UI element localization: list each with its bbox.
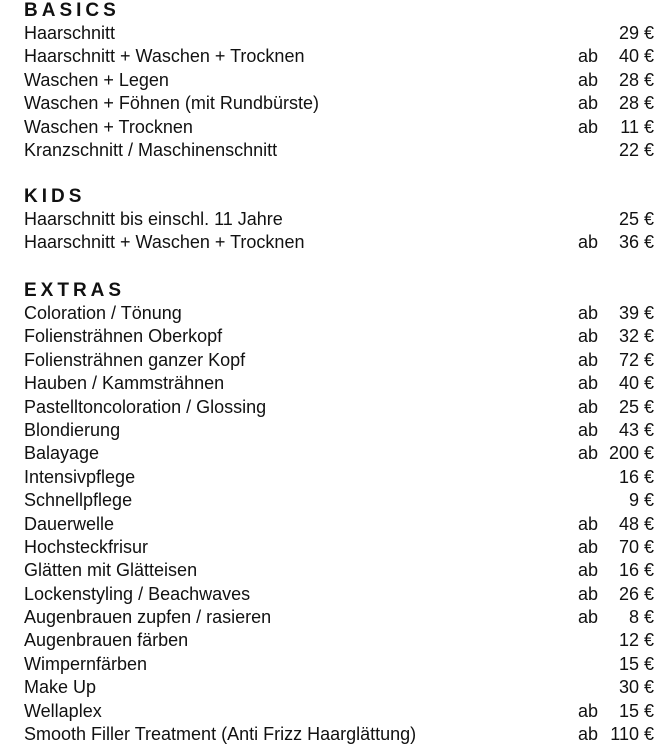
service-price: 32 € xyxy=(618,326,654,347)
service-name: Haarschnitt xyxy=(24,23,116,43)
service-price: 26 € xyxy=(618,583,654,604)
service-price: 30 € xyxy=(618,677,654,698)
price-row xyxy=(24,325,654,348)
service-name: Blondierung xyxy=(24,419,121,440)
service-name: Wimpernfärben xyxy=(24,653,148,674)
price-row xyxy=(24,349,654,372)
price-row xyxy=(24,466,654,489)
service-price: 9 € xyxy=(628,490,654,511)
service-price: 36 € xyxy=(618,232,654,253)
service-name: Augenbrauen färben xyxy=(24,630,189,651)
service-price: 200 € xyxy=(608,443,654,464)
price-row xyxy=(24,676,654,699)
price-row xyxy=(24,396,654,419)
price-prefix: ab xyxy=(577,536,598,557)
kids-list xyxy=(24,208,654,255)
price-prefix: ab xyxy=(577,419,598,440)
service-name: Hochsteckfrisur xyxy=(24,536,149,557)
price-prefix: ab xyxy=(577,700,598,721)
price-row xyxy=(24,700,654,723)
section-heading-extras: EXTRAS xyxy=(24,280,126,301)
price-row xyxy=(24,559,654,582)
price-prefix: ab xyxy=(577,46,598,67)
price-row xyxy=(24,513,654,536)
price-prefix: ab xyxy=(577,326,598,347)
price-row xyxy=(24,419,654,442)
service-price: 8 € xyxy=(628,607,654,628)
price-prefix: ab xyxy=(577,69,598,90)
service-name: Make Up xyxy=(24,677,97,698)
service-price: 25 € xyxy=(618,396,654,417)
price-prefix: ab xyxy=(577,513,598,534)
price-prefix: ab xyxy=(577,232,598,253)
service-price: 11 € xyxy=(620,116,654,137)
section-heading-basics: BASICS xyxy=(24,0,120,21)
service-name: Glätten mit Glätteisen xyxy=(24,560,198,581)
service-price: 15 € xyxy=(618,700,654,721)
service-name: Schnellpflege xyxy=(24,490,133,511)
service-price: 40 € xyxy=(618,373,654,394)
price-row xyxy=(24,536,654,559)
service-price: 12 € xyxy=(618,630,654,651)
service-name: Hauben / Kammsträhnen xyxy=(24,373,225,394)
service-name: Wellaplex xyxy=(24,700,102,721)
service-name: Waschen + Föhnen (mit Rundbürste) xyxy=(24,93,319,114)
service-name: Foliensträhnen ganzer Kopf xyxy=(24,349,246,370)
price-row xyxy=(24,489,654,512)
price-prefix: ab xyxy=(577,93,598,114)
service-name: Haarschnitt + Waschen + Trocknen xyxy=(24,46,305,67)
price-prefix: ab xyxy=(577,396,598,417)
service-price: 70 € xyxy=(618,536,654,557)
price-row xyxy=(24,606,654,629)
price-prefix: ab xyxy=(577,303,598,323)
service-price: 72 € xyxy=(618,349,654,370)
service-name: Haarschnitt + Waschen + Trocknen xyxy=(24,232,305,253)
service-name: Kranzschnitt / Maschinenschnitt xyxy=(24,139,278,160)
price-row xyxy=(24,629,654,652)
service-price: 48 € xyxy=(618,513,654,534)
price-row xyxy=(24,302,654,325)
service-name: Intensivpflege xyxy=(24,466,136,487)
service-price: 28 € xyxy=(618,69,654,90)
service-price: 39 € xyxy=(618,303,654,323)
price-prefix: ab xyxy=(577,443,598,464)
price-row xyxy=(24,583,654,606)
section-extras xyxy=(24,280,654,746)
service-name: Coloration / Tönung xyxy=(24,303,182,323)
price-row xyxy=(24,208,654,231)
price-row xyxy=(24,442,654,465)
service-name: Smooth Filler Treatment (Anti Frizz Haarglättung) xyxy=(24,724,417,745)
service-name: Augenbrauen zupfen / rasieren xyxy=(24,607,272,628)
service-price: 28 € xyxy=(618,93,654,114)
price-row xyxy=(24,653,654,676)
extras-list xyxy=(24,302,654,746)
price-prefix: ab xyxy=(577,373,598,394)
service-price: 16 € xyxy=(618,560,654,581)
price-row xyxy=(24,116,654,139)
service-name: Waschen + Legen xyxy=(24,69,169,90)
price-row xyxy=(24,723,654,746)
service-price: 40 € xyxy=(618,46,654,67)
price-row xyxy=(24,139,654,162)
service-name: Waschen + Trocknen xyxy=(24,116,193,137)
service-price: 29 € xyxy=(618,23,654,43)
price-prefix: ab xyxy=(577,349,598,370)
price-prefix: ab xyxy=(577,560,598,581)
price-prefix: ab xyxy=(577,607,598,628)
section-basics xyxy=(24,0,654,162)
price-row xyxy=(24,92,654,115)
price-row xyxy=(24,372,654,395)
service-price: 43 € xyxy=(618,419,654,440)
service-price: 15 € xyxy=(618,653,654,674)
service-price: 25 € xyxy=(618,209,654,229)
price-prefix: ab xyxy=(577,583,598,604)
service-name: Haarschnitt bis einschl. 11 Jahre xyxy=(24,209,283,229)
price-row xyxy=(24,22,654,45)
price-row xyxy=(24,45,654,68)
service-name: Balayage xyxy=(24,443,100,464)
price-row xyxy=(24,231,654,254)
service-price: 22 € xyxy=(618,139,654,160)
price-row xyxy=(24,69,654,92)
service-price: 16 € xyxy=(618,466,654,487)
service-name: Lockenstyling / Beachwaves xyxy=(24,583,251,604)
service-name: Foliensträhnen Oberkopf xyxy=(24,326,223,347)
price-prefix: ab xyxy=(577,724,598,745)
section-kids xyxy=(24,186,654,255)
basics-list xyxy=(24,22,654,162)
service-price: 110 € xyxy=(610,724,654,745)
price-prefix: ab xyxy=(577,116,598,137)
service-name: Pastelltoncoloration / Glossing xyxy=(24,396,267,417)
service-name: Dauerwelle xyxy=(24,513,115,534)
section-heading-kids: KIDS xyxy=(24,186,86,207)
